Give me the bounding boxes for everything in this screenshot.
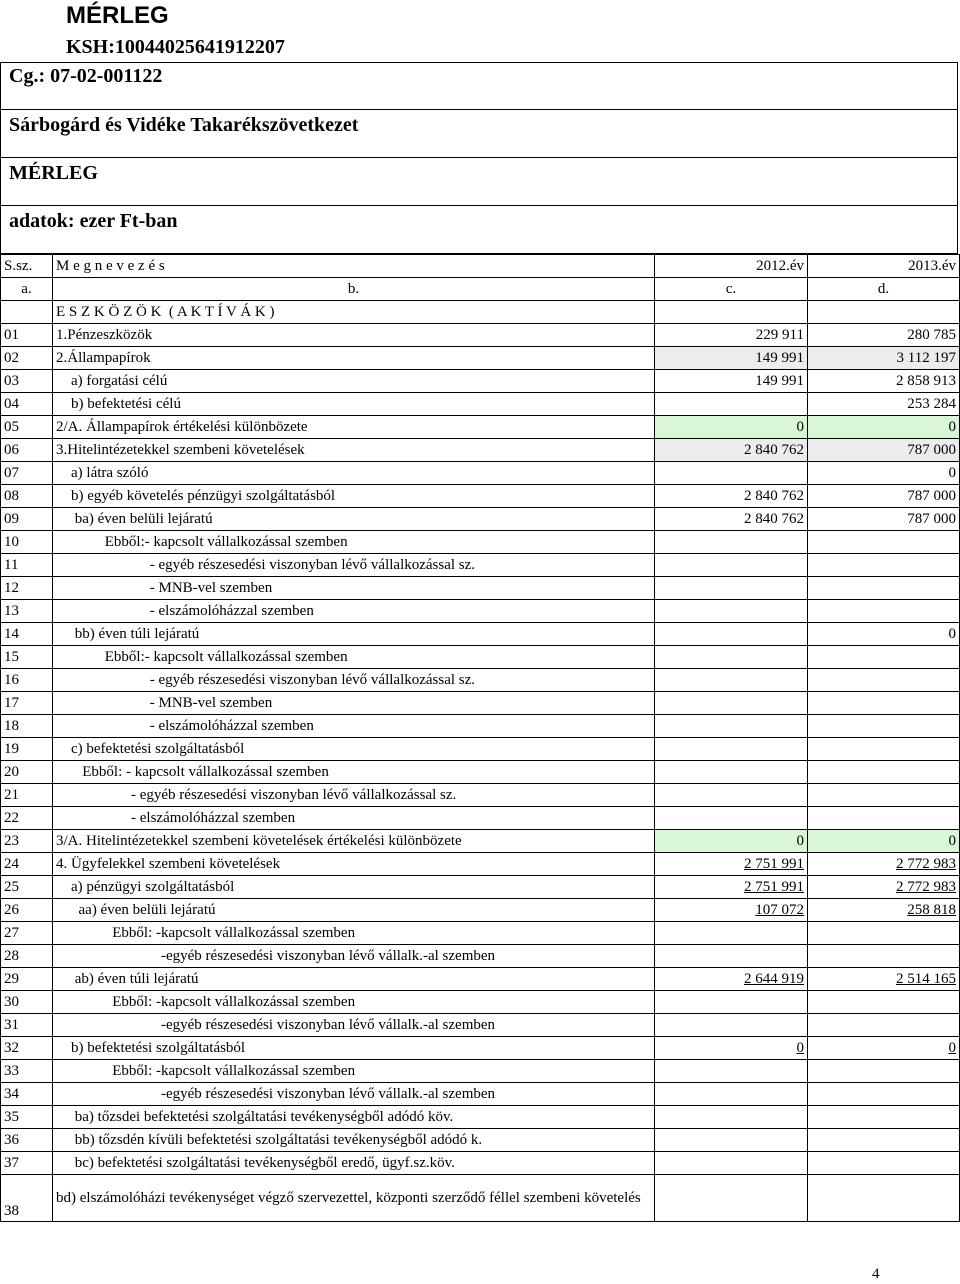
- row-name: Ebből: -kapcsolt vállalkozással szemben: [53, 991, 655, 1014]
- row-value-2013: 787 000: [808, 485, 960, 508]
- header-2012: 2012.év: [655, 255, 808, 278]
- table-row: [1, 968, 960, 991]
- table-row: [1, 485, 960, 508]
- row-value-2012: 229 911: [655, 324, 808, 347]
- row-name: -egyéb részesedési viszonyban lévő vállalk.-al szemben: [53, 945, 655, 968]
- row-sid: 07: [1, 462, 53, 485]
- table-row: [1, 830, 960, 853]
- row-sid: 36: [1, 1129, 53, 1152]
- row-value-2013: 787 000: [808, 439, 960, 462]
- row-value-2013: 2 514 165: [808, 968, 960, 991]
- row-sid: 25: [1, 876, 53, 899]
- table-row: [1, 876, 960, 899]
- table-row: [1, 922, 960, 945]
- row-sid: 32: [1, 1037, 53, 1060]
- table-row: [1, 692, 960, 715]
- row-sid: 28: [1, 945, 53, 968]
- row-value-2013: [808, 1060, 960, 1083]
- header-sid: S.sz.: [1, 255, 53, 278]
- row-value-2013: [808, 646, 960, 669]
- row-value-2012: [655, 462, 808, 485]
- row-sid: 34: [1, 1083, 53, 1106]
- balance-table-body: [1, 255, 960, 1222]
- row-sid: 06: [1, 439, 53, 462]
- row-value-2013: [808, 715, 960, 738]
- header-row: [1, 255, 960, 278]
- section-row: [1, 301, 960, 324]
- row-name: b) befektetési célú: [53, 393, 655, 416]
- row-name: -egyéb részesedési viszonyban lévő vállalk.-al szemben: [53, 1014, 655, 1037]
- row-sid: 04: [1, 393, 53, 416]
- row-name: bb) tőzsdén kívüli befektetési szolgáltatási tevékenységből adódó k.: [53, 1129, 655, 1152]
- section-title: E S Z K Ö Z Ö K ( A K T Í V Á K ): [53, 301, 655, 324]
- company-name: Sárbogárd és Vidéke Takarékszövetkezet: [9, 114, 359, 136]
- table-row: [1, 945, 960, 968]
- row-sid: 18: [1, 715, 53, 738]
- table-row: [1, 324, 960, 347]
- row-name: - elszámolóházzal szemben: [53, 807, 655, 830]
- row-value-2012: 2 751 991: [655, 853, 808, 876]
- row-sid: 19: [1, 738, 53, 761]
- row-value-2012: [655, 1060, 808, 1083]
- row-sid: 30: [1, 991, 53, 1014]
- row-name: - egyéb részesedési viszonyban lévő vállalkozással sz.: [53, 669, 655, 692]
- row-value-2013: [808, 554, 960, 577]
- row-value-2012: 2 840 762: [655, 485, 808, 508]
- row-value-2012: [655, 623, 808, 646]
- table-row: [1, 1129, 960, 1152]
- row-value-2012: [655, 1014, 808, 1037]
- row-value-2013: 2 772 983: [808, 853, 960, 876]
- row-value-2012: [655, 1129, 808, 1152]
- row-value-2013: [808, 1152, 960, 1175]
- row-value-2012: 2 751 991: [655, 876, 808, 899]
- table-row: [1, 669, 960, 692]
- row-value-2012: [655, 922, 808, 945]
- table-row: [1, 508, 960, 531]
- table-row: [1, 738, 960, 761]
- row-value-2013: [808, 577, 960, 600]
- page-number: 4: [872, 1266, 880, 1282]
- table-row: [1, 1060, 960, 1083]
- row-value-2013: [808, 1106, 960, 1129]
- row-value-2013: 3 112 197: [808, 347, 960, 370]
- row-value-2012: [655, 646, 808, 669]
- row-value-2012: 0: [655, 1037, 808, 1060]
- letter-d: d.: [808, 278, 960, 301]
- row-value-2012: [655, 531, 808, 554]
- table-row: [1, 531, 960, 554]
- row-value-2012: [655, 600, 808, 623]
- table-row: [1, 853, 960, 876]
- row-sid: 20: [1, 761, 53, 784]
- row-value-2013: 0: [808, 416, 960, 439]
- row-sid: 21: [1, 784, 53, 807]
- row-value-2012: [655, 991, 808, 1014]
- row-value-2012: [655, 1106, 808, 1129]
- row-value-2012: [655, 692, 808, 715]
- row-name: Ebből: -kapcsolt vállalkozással szemben: [53, 922, 655, 945]
- row-sid: 13: [1, 600, 53, 623]
- row-value-2013: [808, 991, 960, 1014]
- row-name: 4. Ügyfelekkel szembeni követelések: [53, 853, 655, 876]
- row-name: a) forgatási célú: [53, 370, 655, 393]
- table-row: [1, 1037, 960, 1060]
- table-row: [1, 784, 960, 807]
- table-row: [1, 347, 960, 370]
- table-row: [1, 715, 960, 738]
- table-row: [1, 554, 960, 577]
- table-row: [1, 393, 960, 416]
- row-value-2012: [655, 1152, 808, 1175]
- row-name: 2.Állampapírok: [53, 347, 655, 370]
- row-value-2013: [808, 945, 960, 968]
- row-sid: 10: [1, 531, 53, 554]
- row-sid: 37: [1, 1152, 53, 1175]
- row-value-2013: 0: [808, 462, 960, 485]
- row-value-2012: [655, 1175, 808, 1222]
- row-name: - egyéb részesedési viszonyban lévő vállalkozással sz.: [53, 784, 655, 807]
- row-name: bd) elszámolóházi tevékenységet végző szervezettel, központi szerződő féllel szembeni követelés: [53, 1175, 655, 1222]
- letter-a: a.: [1, 278, 53, 301]
- row-value-2013: 787 000: [808, 508, 960, 531]
- row-value-2013: [808, 922, 960, 945]
- row-value-2012: [655, 393, 808, 416]
- section-2013: [808, 301, 960, 324]
- table-row: [1, 439, 960, 462]
- section-sid: [1, 301, 53, 324]
- row-name: - elszámolóházzal szemben: [53, 600, 655, 623]
- cg-box: [0, 62, 958, 110]
- row-value-2012: [655, 715, 808, 738]
- row-value-2012: 0: [655, 416, 808, 439]
- units-label: adatok: ezer Ft-ban: [9, 210, 178, 232]
- table-row: [1, 807, 960, 830]
- cg-number: Cg.: 07-02-001122: [9, 65, 163, 87]
- letter-row: [1, 278, 960, 301]
- row-sid: 31: [1, 1014, 53, 1037]
- row-name: ab) éven túli lejáratú: [53, 968, 655, 991]
- row-sid: 16: [1, 669, 53, 692]
- row-name: ba) éven belüli lejáratú: [53, 508, 655, 531]
- row-value-2012: [655, 1083, 808, 1106]
- row-name: c) befektetési szolgáltatásból: [53, 738, 655, 761]
- row-sid: 29: [1, 968, 53, 991]
- row-sid: 23: [1, 830, 53, 853]
- row-name: b) befektetési szolgáltatásból: [53, 1037, 655, 1060]
- page-title: MÉRLEG: [66, 2, 169, 29]
- row-value-2013: [808, 807, 960, 830]
- row-value-2013: [808, 669, 960, 692]
- row-value-2012: [655, 577, 808, 600]
- row-value-2012: [655, 554, 808, 577]
- doc-title: MÉRLEG: [9, 162, 98, 184]
- row-value-2012: 2 840 762: [655, 439, 808, 462]
- row-sid: 02: [1, 347, 53, 370]
- row-sid: 35: [1, 1106, 53, 1129]
- table-row: [1, 600, 960, 623]
- header-2013: 2013.év: [808, 255, 960, 278]
- row-value-2013: [808, 1129, 960, 1152]
- row-sid: 01: [1, 324, 53, 347]
- row-sid: 12: [1, 577, 53, 600]
- row-name: Ebből:- kapcsolt vállalkozással szemben: [53, 531, 655, 554]
- row-sid: 15: [1, 646, 53, 669]
- row-value-2013: [808, 1014, 960, 1037]
- row-value-2013: [808, 738, 960, 761]
- row-value-2013: [808, 692, 960, 715]
- row-value-2013: [808, 1083, 960, 1106]
- row-value-2012: 149 991: [655, 370, 808, 393]
- table-row: [1, 370, 960, 393]
- letter-b: b.: [53, 278, 655, 301]
- table-row: [1, 761, 960, 784]
- table-row: [1, 899, 960, 922]
- row-value-2013: [808, 784, 960, 807]
- row-name: 1.Pénzeszközök: [53, 324, 655, 347]
- table-row: [1, 416, 960, 439]
- row-name: -egyéb részesedési viszonyban lévő vállalk.-al szemben: [53, 1083, 655, 1106]
- row-value-2012: [655, 738, 808, 761]
- table-row: [1, 1014, 960, 1037]
- row-name: ba) tőzsdei befektetési szolgáltatási tevékenységből adódó köv.: [53, 1106, 655, 1129]
- row-value-2013: [808, 600, 960, 623]
- row-sid: 11: [1, 554, 53, 577]
- row-value-2012: 2 840 762: [655, 508, 808, 531]
- row-sid: 17: [1, 692, 53, 715]
- row-value-2012: 149 991: [655, 347, 808, 370]
- row-name: b) egyéb követelés pénzügyi szolgáltatásból: [53, 485, 655, 508]
- row-name: - MNB-vel szemben: [53, 692, 655, 715]
- row-name: - egyéb részesedési viszonyban lévő vállalkozással sz.: [53, 554, 655, 577]
- row-value-2013: [808, 1175, 960, 1222]
- table-row: [1, 577, 960, 600]
- row-value-2013: 0: [808, 830, 960, 853]
- doc-title-box: [0, 158, 958, 206]
- table-row: [1, 462, 960, 485]
- row-sid: 24: [1, 853, 53, 876]
- table-row: [1, 646, 960, 669]
- row-value-2012: 107 072: [655, 899, 808, 922]
- row-name: - MNB-vel szemben: [53, 577, 655, 600]
- row-name: bc) befektetési szolgáltatási tevékenységből eredő, ügyf.sz.köv.: [53, 1152, 655, 1175]
- units-box: [0, 206, 958, 254]
- table-row: [1, 1106, 960, 1129]
- row-value-2012: [655, 784, 808, 807]
- row-value-2013: [808, 761, 960, 784]
- row-name: Ebből: -kapcsolt vállalkozással szemben: [53, 1060, 655, 1083]
- row-value-2013: 253 284: [808, 393, 960, 416]
- row-value-2012: 0: [655, 830, 808, 853]
- table-row: [1, 1083, 960, 1106]
- ksh-number: KSH:10044025641912207: [66, 36, 285, 58]
- row-value-2013: 2 772 983: [808, 876, 960, 899]
- row-name: 2/A. Állampapírok értékelési különbözete: [53, 416, 655, 439]
- table-row: [1, 623, 960, 646]
- row-name: Ebből:- kapcsolt vállalkozással szemben: [53, 646, 655, 669]
- row-name: a) pénzügyi szolgáltatásból: [53, 876, 655, 899]
- section-2012: [655, 301, 808, 324]
- row-sid: 08: [1, 485, 53, 508]
- row-sid: 38: [1, 1175, 53, 1222]
- row-value-2013: 280 785: [808, 324, 960, 347]
- row-value-2012: 2 644 919: [655, 968, 808, 991]
- row-value-2013: 0: [808, 1037, 960, 1060]
- letter-c: c.: [655, 278, 808, 301]
- row-value-2012: [655, 669, 808, 692]
- row-sid: 27: [1, 922, 53, 945]
- row-name: Ebből: - kapcsolt vállalkozással szemben: [53, 761, 655, 784]
- row-sid: 14: [1, 623, 53, 646]
- row-value-2013: [808, 531, 960, 554]
- table-row: [1, 1175, 960, 1222]
- row-sid: 22: [1, 807, 53, 830]
- row-name: aa) éven belüli lejáratú: [53, 899, 655, 922]
- row-sid: 09: [1, 508, 53, 531]
- row-name: bb) éven túli lejáratú: [53, 623, 655, 646]
- balance-table: [0, 254, 960, 1222]
- row-value-2012: [655, 761, 808, 784]
- row-name: - elszámolóházzal szemben: [53, 715, 655, 738]
- row-value-2012: [655, 945, 808, 968]
- row-value-2013: 258 818: [808, 899, 960, 922]
- row-sid: 26: [1, 899, 53, 922]
- row-value-2013: 0: [808, 623, 960, 646]
- header-name: M e g n e v e z é s: [53, 255, 655, 278]
- row-sid: 03: [1, 370, 53, 393]
- row-name: a) látra szóló: [53, 462, 655, 485]
- row-value-2012: [655, 807, 808, 830]
- row-sid: 05: [1, 416, 53, 439]
- row-name: 3/A. Hitelintézetekkel szembeni követelések értékelési különbözete: [53, 830, 655, 853]
- company-box: [0, 110, 958, 158]
- row-sid: 33: [1, 1060, 53, 1083]
- row-name: 3.Hitelintézetekkel szembeni követelések: [53, 439, 655, 462]
- row-value-2013: 2 858 913: [808, 370, 960, 393]
- table-row: [1, 991, 960, 1014]
- table-row: [1, 1152, 960, 1175]
